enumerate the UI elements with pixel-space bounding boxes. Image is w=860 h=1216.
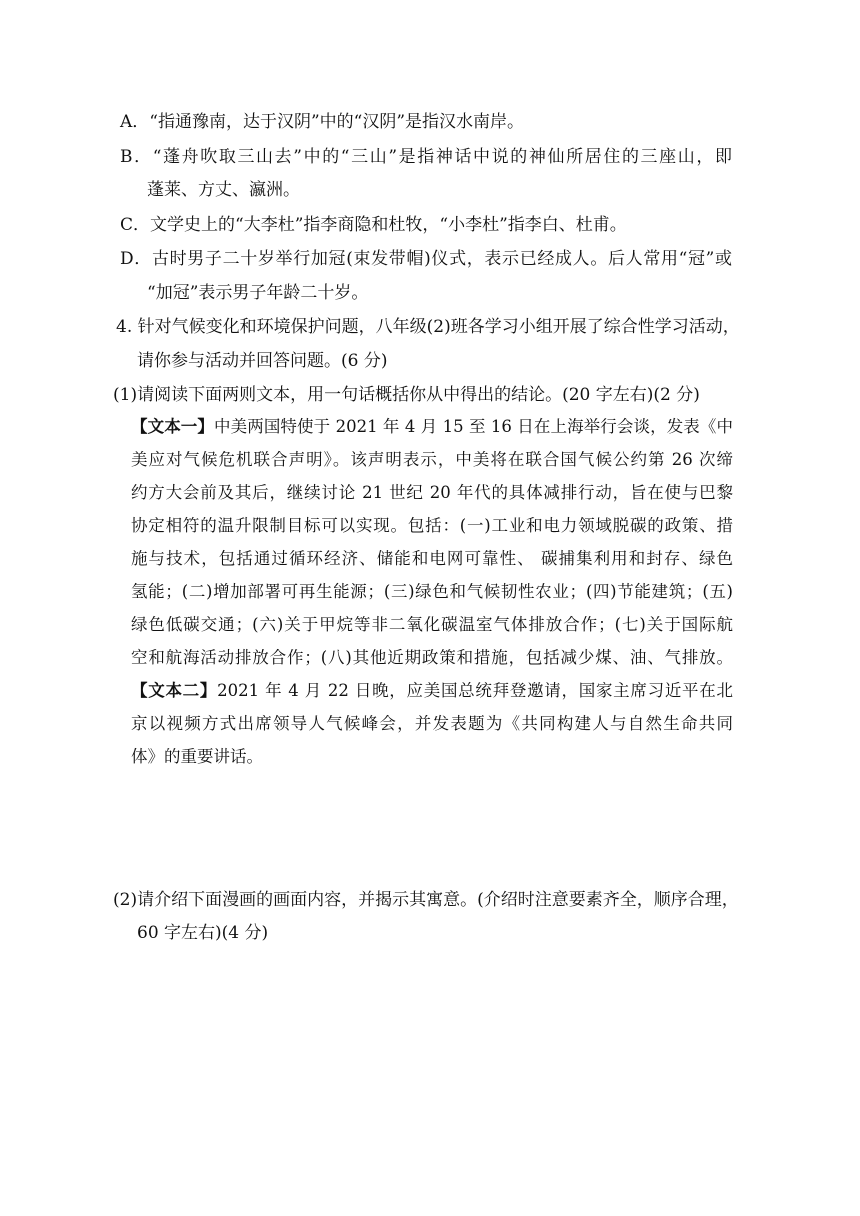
question4-sub2-line2: 60 字左右)(4 分) — [137, 923, 269, 943]
text-one-tag: 【文本一】 — [131, 417, 215, 436]
question4-stem-line1: 4. 针对气候变化和环境保护问题，八年级(2)班各学习小组开展了综合性学习活动， — [116, 317, 740, 337]
text-one-row: 美应对气候危机联合声明》。该声明表示，中美将在联合国气候公约第 26 次缔 — [131, 450, 733, 469]
text-one-row: 施与技术，包括通过循环经济、储能和电网可靠性、 碳捕集利用和封存、绿色 — [131, 549, 733, 568]
text-one-row: 【文本一】中美两国特使于 2021 年 4 月 15 至 16 日在上海举行会谈，发表《中 — [131, 417, 733, 436]
text-two-block — [131, 674, 733, 773]
question4-sub1: (1)请阅读下面两则文本，用一句话概括你从中得出的结论。(20 字左右)(2 分) — [113, 385, 700, 405]
text-one-block — [131, 410, 733, 674]
text-two-row: 体》的重要讲话。 — [131, 747, 263, 766]
text-one-row: 约方大会前及其后，继续讨论 21 世纪 20 年代的具体减排行动，旨在使与巴黎 — [131, 483, 733, 502]
option-d-line2: “加冠”表示男子年龄二十岁。 — [147, 283, 369, 303]
text-two-tag: 【文本二】 — [131, 681, 218, 700]
question4-sub2-line1: (2)请介绍下面漫画的画面内容，并揭示其寓意。(介绍时注意要素齐全，顺序合理， — [113, 890, 739, 910]
text-one-row: 协定相符的温升限制目标可以实现。包括：(一)工业和电力领域脱碳的政策、措 — [131, 516, 733, 535]
option-b-line1: B．“蓬舟吹取三山去”中的“三山”是指神话中说的神仙所居住的三座山，即 — [120, 147, 732, 167]
text-one-row: 氢能；(二)增加部署可再生能源；(三)绿色和气候韧性农业；(四)节能建筑；(五) — [131, 582, 733, 601]
text-two-row: 京以视频方式出席领导人气候峰会，并发表题为《共同构建人与自然生命共同 — [131, 714, 733, 733]
text-one-row: 空和航海活动排放合作；(八)其他近期政策和措施，包括减少煤、油、气排放。 — [131, 648, 733, 667]
option-b-line2: 蓬莱、方丈、瀛洲。 — [147, 180, 300, 200]
option-d-line1: D．古时男子二十岁举行加冠(束发带帽)仪式，表示已经成人。后人常用“冠”或 — [120, 249, 732, 269]
option-a: A．“指通豫南，达于汉阴”中的“汉阴”是指汉水南岸。 — [120, 112, 525, 132]
option-c: C．文学史上的“大李杜”指李商隐和杜牧，“小李杜”指李白、杜甫。 — [120, 215, 627, 235]
text-one-row: 绿色低碳交通；(六)关于甲烷等非二氧化碳温室气体排放合作；(七)关于国际航 — [131, 615, 733, 634]
text-two-row: 【文本二】2021 年 4 月 22 日晚，应美国总统拜登邀请，国家主席习近平在北 — [131, 681, 733, 700]
question4-stem-line2: 请你参与活动并回答问题。(6 分) — [137, 351, 388, 371]
